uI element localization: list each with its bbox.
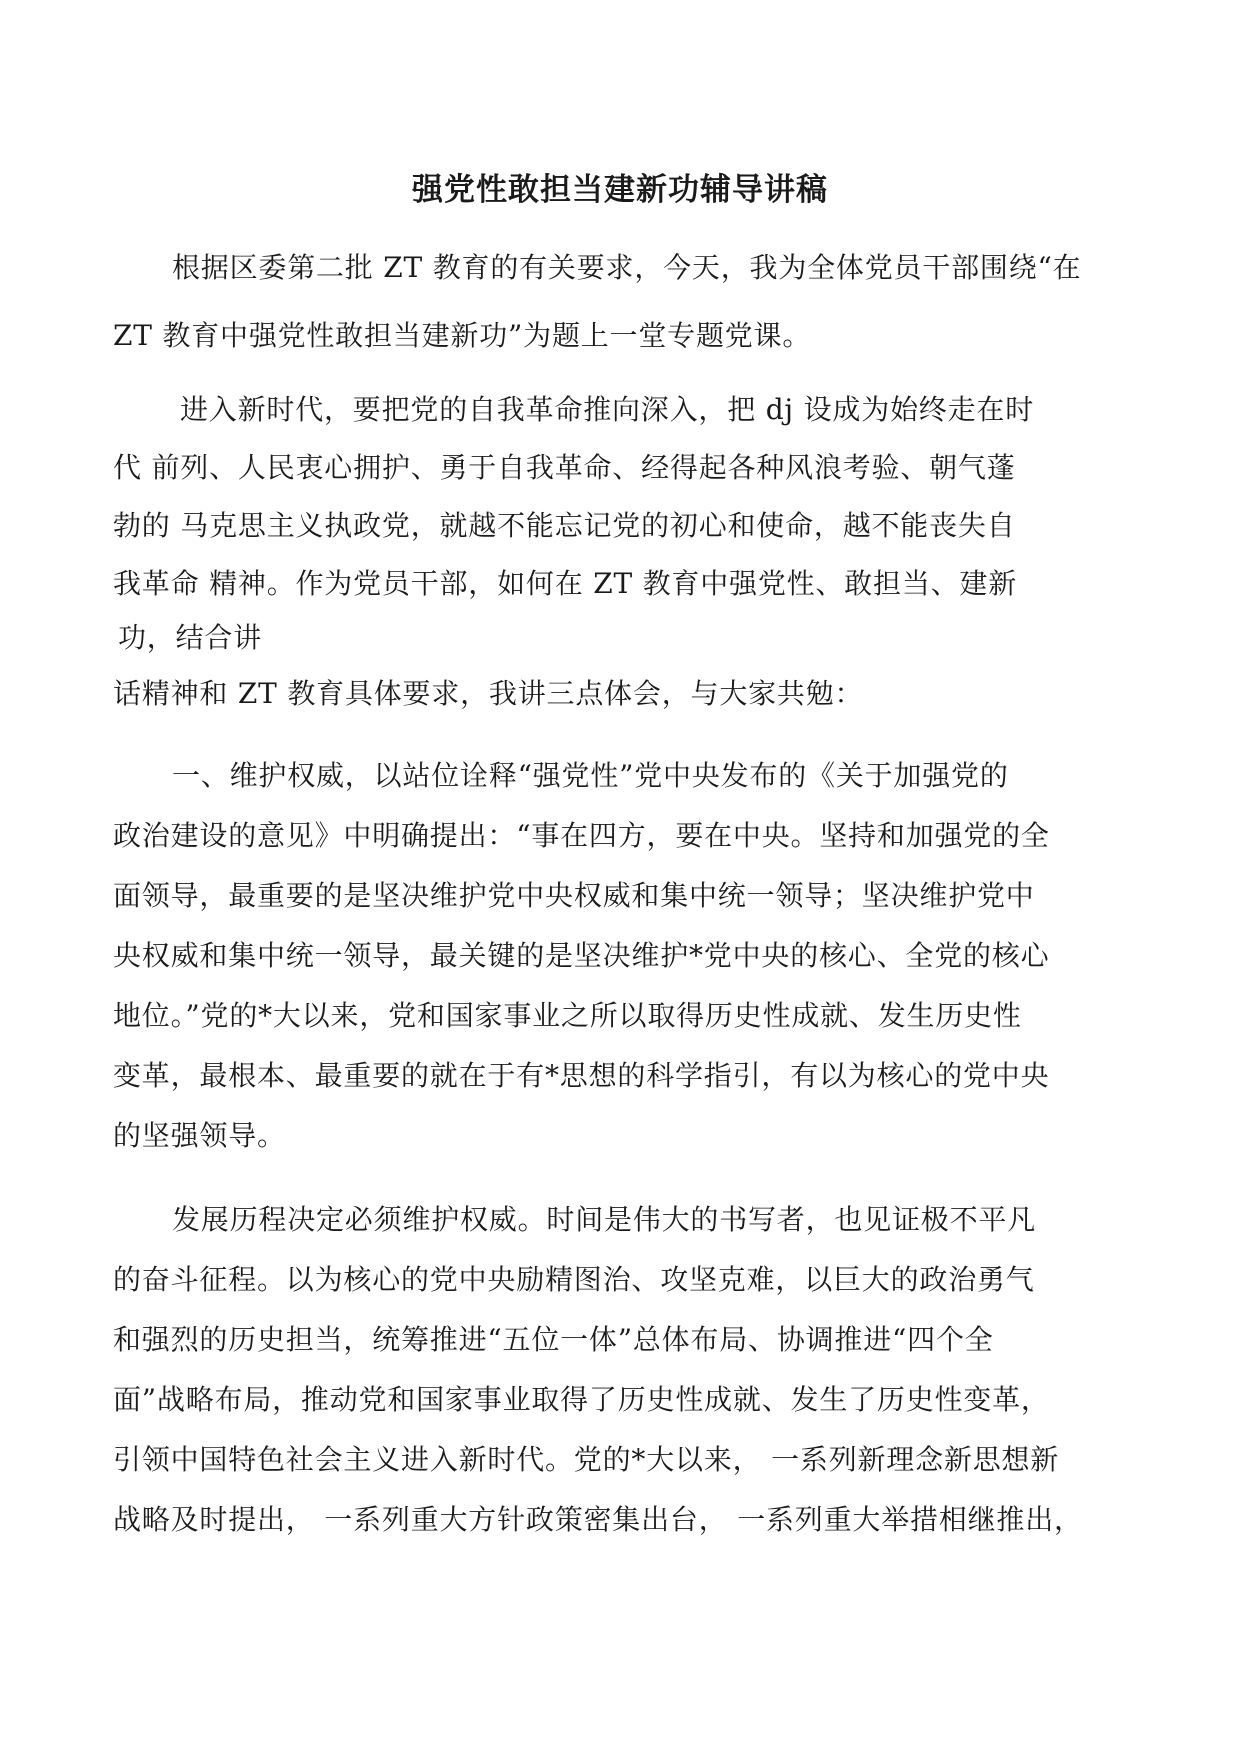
text-line: 的坚强领导。 bbox=[113, 1119, 286, 1152]
text-line: ZT 教育中强党性敢担当建新功”为题上一堂专题党课。 bbox=[113, 319, 812, 352]
text-line: 的奋斗征程。以为核心的党中央励精图治、攻坚克难，以巨大的政治勇气 bbox=[113, 1263, 1035, 1296]
text-line: 进入新时代，要把党的自我革命推向深入，把 dj 设成为始终走在时 bbox=[180, 393, 1035, 426]
text-line: 战略及时提出， 一系列重大方针政策密集出台， 一系列重大举措相继推出， bbox=[113, 1503, 1083, 1536]
text-line: 勃的 马克思主义执政党，就越不能忘记党的初心和使命，越不能丧失自 bbox=[113, 509, 1016, 542]
text-line: 引领中国特色社会主义进入新时代。党的*大以来， 一系列新理念新思想新 bbox=[113, 1443, 1060, 1476]
text-line: 发展历程决定必须维护权威。时间是伟大的书写者，也见证极不平凡 bbox=[172, 1203, 1037, 1236]
text-line: 功，结合讲 bbox=[118, 621, 263, 654]
document-title: 强党性敢担当建新功辅导讲稿 bbox=[412, 172, 828, 208]
text-line: 面领导，最重要的是坚决维护党中央权威和集中统一领导；坚决维护党中 bbox=[113, 879, 1035, 912]
text-line: 地位。”党的*大以来，党和国家事业之所以取得历史性成就、发生历史性 bbox=[113, 999, 1022, 1032]
text-line: 一、维护权威，以站位诠释“强党性”党中央发布的《关于加强党的 bbox=[172, 759, 1009, 792]
text-line: 变革，最根本、最重要的就在于有*思想的科学指引，有以为核心的党中央 bbox=[113, 1059, 1050, 1092]
text-line: 我革命 精神。作为党员干部，如何在 ZT 教育中强党性、敢担当、建新 bbox=[113, 567, 1018, 600]
text-line: 政治建设的意见》中明确提出：“事在四方，要在中央。坚持和加强党的全 bbox=[113, 819, 1050, 852]
text-line: 央权威和集中统一领导，最关键的是坚决维护*党中央的核心、全党的核心 bbox=[113, 939, 1050, 972]
text-line: 代 前列、人民衷心拥护、勇于自我革命、经得起各种风浪考验、朝气蓬 bbox=[113, 451, 1016, 484]
text-line: 和强烈的历史担当，统筹推进“五位一体”总体布局、协调推进“四个全 bbox=[113, 1323, 994, 1356]
text-line: 根据区委第二批 ZT 教育的有关要求，今天，我为全体党员干部围绕“在 bbox=[172, 251, 1082, 284]
text-line: 话精神和 ZT 教育具体要求，我讲三点体会，与大家共勉： bbox=[113, 677, 864, 710]
text-line: 面”战略布局，推动党和国家事业取得了历史性成就、发生了历史性变革， bbox=[113, 1383, 1050, 1416]
